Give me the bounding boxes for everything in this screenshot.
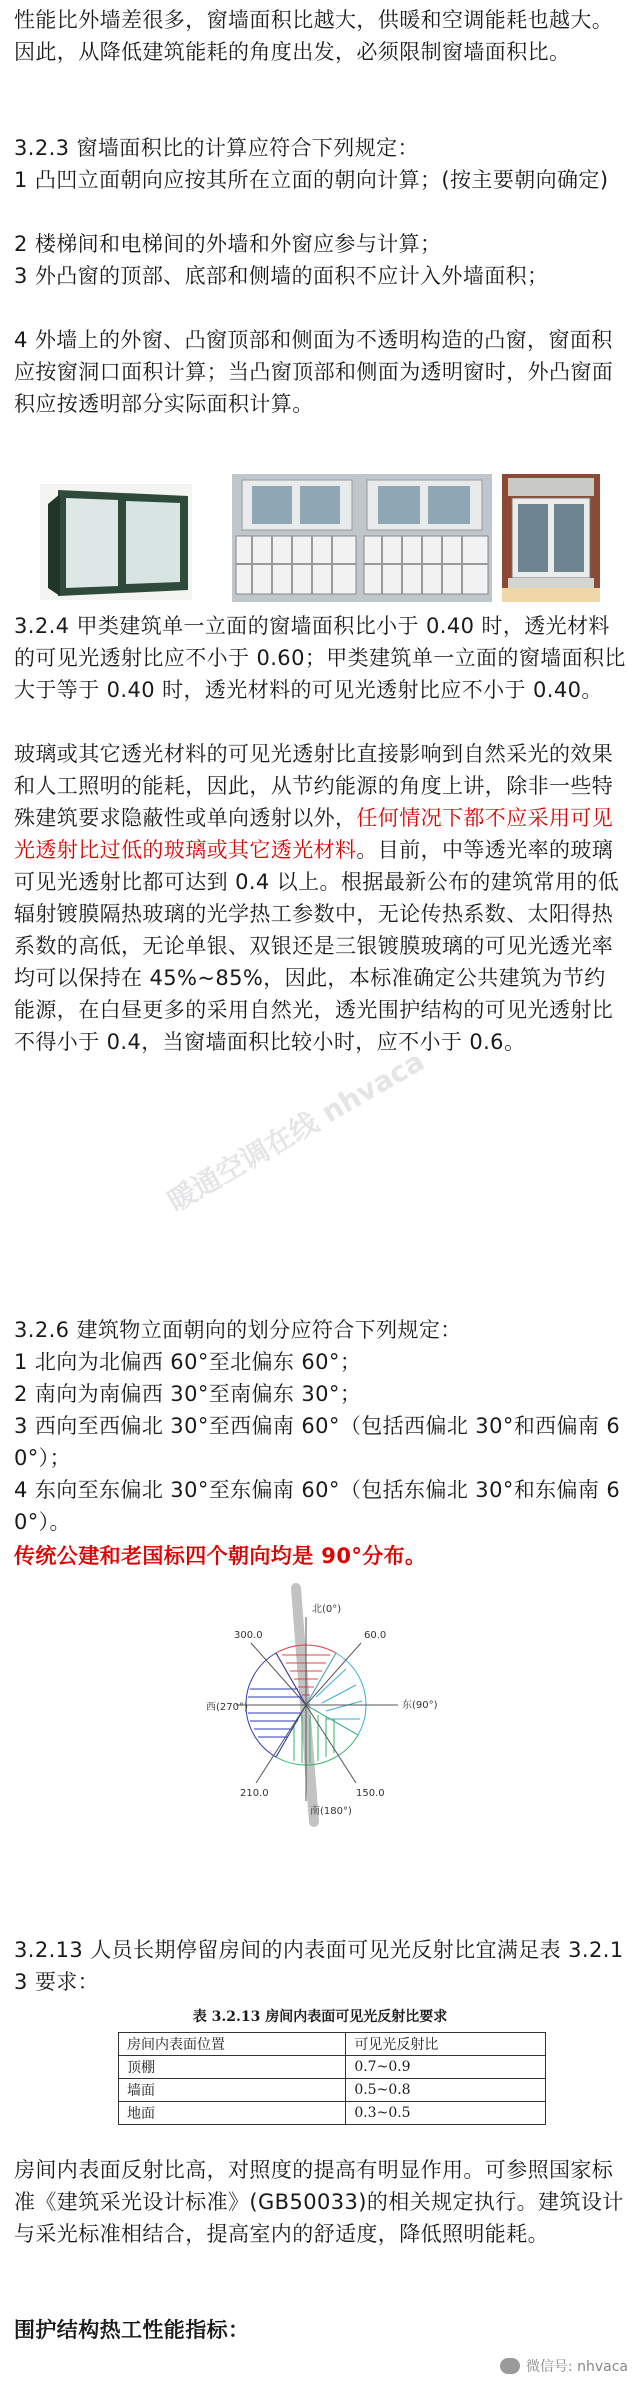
bay-window-photo-brick xyxy=(502,474,600,602)
wechat-icon xyxy=(500,2358,520,2374)
table-cell: 墙面 xyxy=(119,2079,346,2102)
table-row xyxy=(119,2102,546,2125)
rule-2: 2 楼梯间和电梯间的外墙和外窗应参与计算； xyxy=(14,232,442,256)
thermal-performance-heading: 围护结构热工性能指标： xyxy=(14,2318,250,2342)
orientation-note: 传统公建和老国标四个朝向均是 90°分布。 xyxy=(14,1544,427,1568)
rule-1: 1 凸凹立面朝向应按其所在立面的朝向计算；(按主要朝向确定) xyxy=(14,168,609,192)
table-cell: 地面 xyxy=(119,2102,346,2125)
label-east: 东(90°) xyxy=(402,1700,438,1711)
section-3-2-13: 3.2.13 人员长期停留房间的内表面可见光反射比宜满足表 3.2.13 要求： xyxy=(14,1938,624,1994)
bay-window-photo-building xyxy=(232,474,492,602)
paragraph-window-wall-ratio-intro: 性能比外墙差很多，窗墙面积比越大，供暖和空调能耗也越大。因此，从降低建筑能耗的角度出发，必须限制窗墙面积比。 xyxy=(14,8,614,64)
orientation-south: 2 南向为南偏西 30°至南偏东 30°； xyxy=(14,1382,362,1406)
table-cell: 0.5~0.8 xyxy=(346,2079,546,2102)
label-north: 北(0°) xyxy=(312,1604,342,1615)
section-3-2-6-heading: 3.2.6 建筑物立面朝向的划分应符合下列规定： xyxy=(14,1318,462,1342)
table-caption: 表 3.2.13 房间内表面可见光反射比要求 xyxy=(192,2009,448,2025)
section-3-2-4: 3.2.4 甲类建筑单一立面的窗墙面积比小于 0.40 时，透光材料的可见光透射比应不小于 0.60；甲类建筑单一立面的窗墙面积比大于等于 0.40 时，透光材料的可见光透射比应不小于 0.40。 xyxy=(14,614,626,702)
transmittance-highlight: 任何情况下都不应采用可见光透射比过低的玻璃或其它透光材料 xyxy=(14,806,614,862)
wechat-watermark xyxy=(500,2356,628,2376)
table-cell: 0.3~0.5 xyxy=(346,2102,546,2125)
orientation-west: 3 西向至西偏北 30°至西偏南 60°（包括西偏北 30°和西偏南 60°）； xyxy=(14,1414,621,1470)
rule-3: 3 外凸窗的顶部、底部和侧墙的面积不应计入外墙面积； xyxy=(14,264,549,288)
table-row xyxy=(119,2056,546,2079)
window-frame-photo xyxy=(40,484,192,600)
paragraph-light-transmittance xyxy=(14,738,626,1058)
rule-4: 4 外墙上的外窗、凸窗顶部和侧面为不透明构造的凸窗，窗面积应按窗洞口面积计算；当凸窗顶部和侧面为透明窗时，外凸窗面积应按透明部分实际面积计算。 xyxy=(14,328,614,416)
label-210: 210.0 xyxy=(240,1788,269,1799)
section-3-2-3-heading: 3.2.3 窗墙面积比的计算应符合下列规定： xyxy=(14,136,419,160)
label-150: 150.0 xyxy=(356,1788,385,1799)
table-row xyxy=(119,2079,546,2102)
table-header-cell: 房间内表面位置 xyxy=(119,2033,346,2056)
orientation-diagram xyxy=(196,1580,456,1830)
transmittance-text-a: 玻璃或其它透光材料的可见光透射比直接影响到自然采光的效果和人工照明的能耗，因此，从节约能源的角度上讲，除非一些特殊建筑要求隐蔽性或单向透射以外， xyxy=(14,742,614,830)
label-60: 60.0 xyxy=(364,1630,387,1641)
label-south: 南(180°) xyxy=(310,1806,352,1817)
reflectance-table xyxy=(118,2032,546,2125)
table-header-cell: 可见光反射比 xyxy=(346,2033,546,2056)
orientation-north: 1 北向为北偏西 60°至北偏东 60°； xyxy=(14,1350,362,1374)
wechat-id: 微信号: nhvaca xyxy=(525,2359,628,2375)
label-300: 300.0 xyxy=(234,1630,263,1641)
table-cell: 0.7~0.9 xyxy=(346,2056,546,2079)
table-header-row xyxy=(119,2033,546,2056)
transmittance-text-c: 。目前，中等透光率的玻璃可见光透射比都可达到 0.4 以上。根据最新公布的建筑常用的低辐射镀膜隔热玻璃的光学热工参数中，无论传热系数、太阳得热系数的高低，无论单银、双银还是三银镀膜玻璃的可见光透光率均可以保持在 45%~85%，因此，本标准确定公共建筑为节约能源，在白昼更多的采用自然光，透光围护结构的可见光透射比不得小于 0.4，当窗墙面积比较小时，应不小于 0.6。 xyxy=(14,838,620,1054)
table-cell: 顶棚 xyxy=(119,2056,346,2079)
watermark: 暖通空调在线 nhvaca xyxy=(161,1044,430,1219)
orientation-east: 4 东向至东偏北 30°至东偏南 60°（包括东偏北 30°和东偏南 60°）。 xyxy=(14,1478,621,1534)
paragraph-reflectance-note: 房间内表面反射比高，对照度的提高有明显作用。可参照国家标准《建筑采光设计标准》(GB50033)的相关规定执行。建筑设计与采光标准相结合，提高室内的舒适度，降低照明能耗。 xyxy=(14,2158,624,2246)
label-west: 西(270°) xyxy=(206,1702,248,1713)
